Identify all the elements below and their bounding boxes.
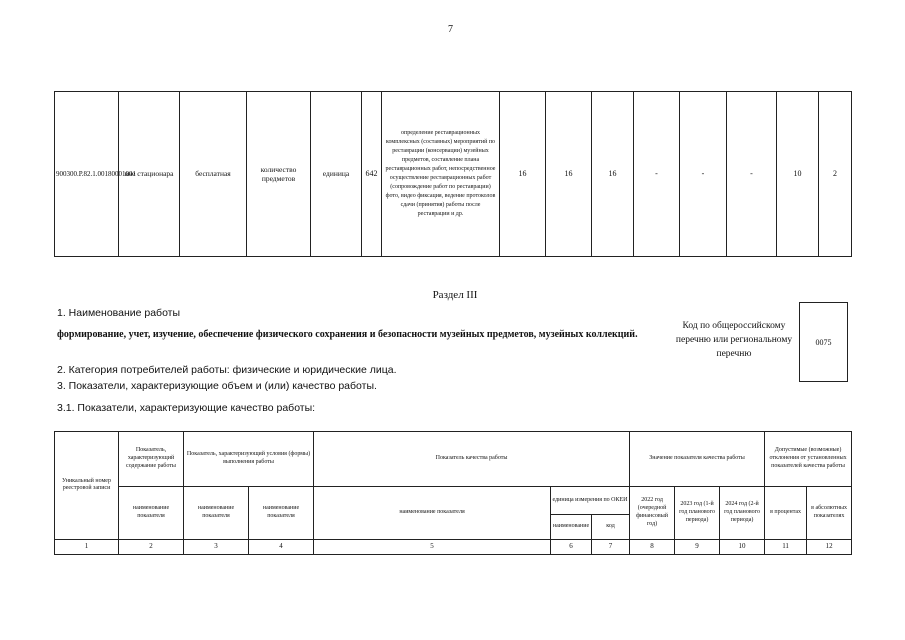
subheader-condition-name: наименование показателя bbox=[184, 486, 249, 539]
subheader-okei-code: код bbox=[592, 515, 630, 539]
work-description-cell: определение реставрационных комплексных (составных) мероприятий по реставрации (консервации) музейных предметов, составление плана реставрационных работ, непосредственное осуществление реставрационных работ (сопровождение работ по реставрации) фото, видео фиксация, ведение протоколов сдачи (принятия) работы после реставрации и др. bbox=[382, 92, 500, 257]
unit-name-cell: единица bbox=[311, 92, 362, 257]
subheader-condition-name: наименование показателя bbox=[249, 486, 314, 539]
work-name: формирование, учет, изучение, обеспечение физического сохранения и безопасности музейных предметов, музейных коллекций. bbox=[57, 329, 638, 340]
header-deviation: Допустимые (возможные) отклонения от установленных показателей качества работы bbox=[765, 432, 852, 487]
unit-code-cell: 642 bbox=[362, 92, 382, 257]
header-conditions: Показатель, характеризующий условия (формы) выполнения работы bbox=[184, 432, 314, 487]
subheader-year-2023: 2023 год (1-й год планового периода) bbox=[675, 486, 720, 539]
value-cell: - bbox=[634, 92, 680, 257]
subheader-okei-name: наименование bbox=[551, 515, 592, 539]
form-cell: вне стационара bbox=[119, 92, 180, 257]
column-number: 3 bbox=[184, 539, 249, 554]
column-number: 8 bbox=[630, 539, 675, 554]
subheader-percent: в процентах bbox=[765, 486, 807, 539]
table-row bbox=[55, 92, 852, 257]
deviation-cell: 10 bbox=[777, 92, 819, 257]
subheader-content-name: наименование показателя bbox=[119, 486, 184, 539]
payment-cell: бесплатная bbox=[180, 92, 247, 257]
column-number: 9 bbox=[675, 539, 720, 554]
header-quality: Показатель качества работы bbox=[314, 432, 630, 487]
value-cell: 16 bbox=[592, 92, 634, 257]
column-number: 10 bbox=[720, 539, 765, 554]
column-number: 6 bbox=[551, 539, 592, 554]
header-row bbox=[55, 432, 852, 487]
subheader-quality-name: наименование показателя bbox=[314, 486, 551, 539]
header-content: Показатель, характеризующий содержание работы bbox=[119, 432, 184, 487]
consumer-category: 2. Категория потребителей работы: физические и юридические лица. bbox=[57, 364, 397, 376]
header-unique-number: Уникальный номер реестровой записи bbox=[55, 432, 119, 540]
previous-section-table bbox=[54, 91, 852, 257]
value-cell: 16 bbox=[546, 92, 592, 257]
deviation-cell: 2 bbox=[819, 92, 852, 257]
subheader-row bbox=[55, 486, 852, 514]
page-number: 7 bbox=[448, 24, 453, 35]
quality-heading: 3.1. Показатели, характеризующие качество работы: bbox=[57, 402, 316, 414]
column-number-row bbox=[55, 539, 852, 554]
value-cell: - bbox=[727, 92, 777, 257]
indicator-name-cell: количество предметов bbox=[247, 92, 311, 257]
subheader-absolute: в абсолютных показателях bbox=[807, 486, 852, 539]
quality-indicators-table bbox=[54, 431, 852, 555]
registry-number-cell: 900300.Р.82.1.00180001001 bbox=[55, 92, 119, 257]
subheader-okei: единица измерения по ОКЕИ bbox=[551, 486, 630, 514]
subheader-year-2022: 2022 год (очередной финансовый год) bbox=[630, 486, 675, 539]
volume-quality-heading: 3. Показатели, характеризующие объем и (или) качество работы. bbox=[57, 380, 377, 392]
code-label: Код по общероссийскому перечню или региональному перечню bbox=[675, 321, 793, 359]
header-value: Значение показателя качества работы bbox=[630, 432, 765, 487]
section-title: Раздел III bbox=[432, 289, 478, 301]
column-number: 12 bbox=[807, 539, 852, 554]
column-number: 11 bbox=[765, 539, 807, 554]
column-number: 7 bbox=[592, 539, 630, 554]
column-number: 5 bbox=[314, 539, 551, 554]
value-cell: - bbox=[680, 92, 727, 257]
code-box bbox=[799, 302, 848, 382]
code-value: 0075 bbox=[815, 337, 832, 347]
value-cell: 16 bbox=[500, 92, 546, 257]
work-name-label: 1. Наименование работы bbox=[57, 307, 181, 319]
column-number: 4 bbox=[249, 539, 314, 554]
subheader-year-2024: 2024 год (2-й год планового периода) bbox=[720, 486, 765, 539]
column-number: 2 bbox=[119, 539, 184, 554]
column-number: 1 bbox=[55, 539, 119, 554]
